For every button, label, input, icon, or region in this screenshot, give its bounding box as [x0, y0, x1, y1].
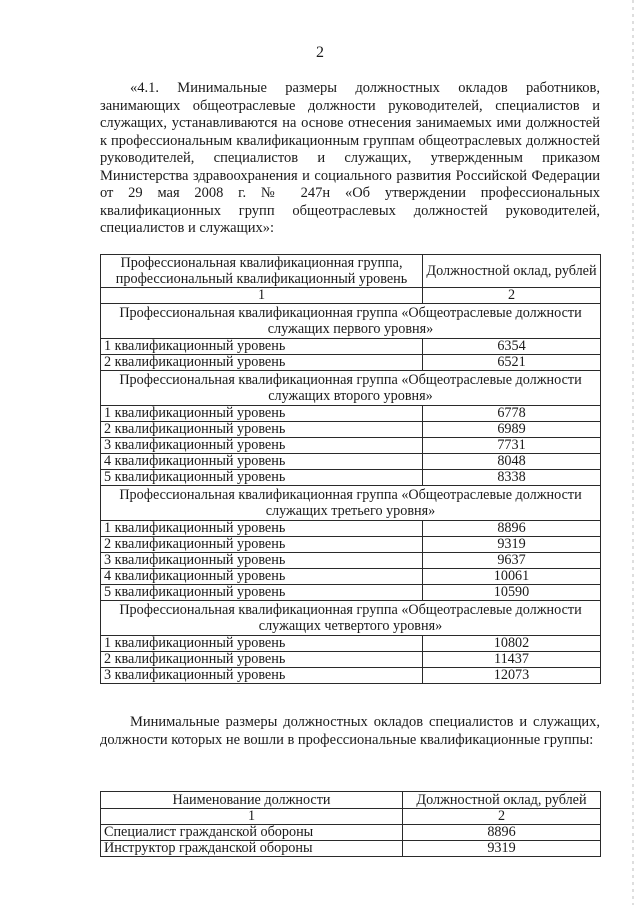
salary-value: 6354: [423, 339, 601, 355]
group-title-row: [101, 371, 601, 406]
table-row: [101, 569, 601, 585]
qualification-level: 3 квалификационный уровень: [101, 438, 423, 454]
qualification-level: 2 квалификационный уровень: [101, 537, 423, 553]
group-title: Профессиональная квалификационная группа «Общеотраслевые должности служащих четвертого уровня»: [101, 601, 601, 636]
salary-value: 10590: [423, 585, 601, 601]
table-row: [101, 454, 601, 470]
qualification-level: 2 квалификационный уровень: [101, 652, 423, 668]
table-row: [101, 553, 601, 569]
salary-value: 6778: [423, 406, 601, 422]
page-number: 2: [316, 44, 324, 61]
qualification-level: 2 квалификационный уровень: [101, 355, 423, 371]
qualification-level: 1 квалификационный уровень: [101, 521, 423, 537]
position-name: Инструктор гражданской обороны: [101, 841, 403, 857]
salary-value: 8896: [423, 521, 601, 537]
qualification-level: 5 квалификационный уровень: [101, 585, 423, 601]
qualification-level: 2 квалификационный уровень: [101, 422, 423, 438]
table-row: [101, 585, 601, 601]
table-row: [101, 339, 601, 355]
header-position: Наименование должности: [101, 792, 403, 809]
group-title-row: [101, 486, 601, 521]
second-paragraph: Минимальные размеры должностных окладов специалистов и служащих, должности которых не вошли в профессиональные квалификационные группы:: [100, 714, 600, 748]
qualification-level: 3 квалификационный уровень: [101, 553, 423, 569]
group-title: Профессиональная квалификационная группа «Общеотраслевые должности служащих третьего уровня»: [101, 486, 601, 521]
table-header-row: [101, 792, 601, 809]
column-number: 1: [101, 809, 403, 825]
salary-value: 9319: [423, 537, 601, 553]
intro-paragraph: «4.1. Минимальные размеры должностных окладов работников, занимающих общеотраслевые должности руководителей, специалистов и служащих, устанавливаются на основе отнесения занимаемых ими должностей к профессиональным квалификационным группам общеотраслевых должностей руководителей, специалистов и служащих, утвержденным приказом Министерства здравоохранения и социального развития Российской Федерации от 29 мая 2008 г. № 247н «Об утверждении профессиональных квалификационных групп общеотраслевых должностей руководителей, специалистов и служащих»:: [100, 80, 600, 236]
salary-table-other-positions: [100, 791, 601, 857]
table-header-row: [101, 255, 601, 288]
header-group-level: Профессиональная квалификационная группа, профессиональный квалификационный уровень: [101, 255, 423, 288]
salary-value: 8896: [403, 825, 601, 841]
qualification-level: 3 квалификационный уровень: [101, 668, 423, 684]
qualification-level: 5 квалификационный уровень: [101, 470, 423, 486]
position-name: Специалист гражданской обороны: [101, 825, 403, 841]
table-row: [101, 841, 601, 857]
salary-value: 11437: [423, 652, 601, 668]
qualification-level: 1 квалификационный уровень: [101, 636, 423, 652]
table-row: [101, 355, 601, 371]
scan-edge-artifact: [632, 0, 634, 905]
header-salary: Должностной оклад, рублей: [403, 792, 601, 809]
table-row: [101, 652, 601, 668]
salary-value: 8048: [423, 454, 601, 470]
table-row: [101, 422, 601, 438]
group-title-row: [101, 601, 601, 636]
header-salary: Должностной оклад, рублей: [423, 255, 601, 288]
salary-value: 10061: [423, 569, 601, 585]
column-number: 1: [101, 288, 423, 304]
salary-value: 12073: [423, 668, 601, 684]
group-title-row: [101, 304, 601, 339]
salary-value: 9637: [423, 553, 601, 569]
column-number: 2: [423, 288, 601, 304]
salary-value: 7731: [423, 438, 601, 454]
group-title: Профессиональная квалификационная группа «Общеотраслевые должности служащих второго уровня»: [101, 371, 601, 406]
table-row: [101, 406, 601, 422]
column-number-row: [101, 809, 601, 825]
salary-table-qualification-groups: [100, 254, 601, 684]
table-row: [101, 521, 601, 537]
table-row: [101, 668, 601, 684]
column-number: 2: [403, 809, 601, 825]
table-row: [101, 825, 601, 841]
salary-value: 9319: [403, 841, 601, 857]
table-row: [101, 438, 601, 454]
salary-value: 10802: [423, 636, 601, 652]
salary-value: 8338: [423, 470, 601, 486]
salary-value: 6521: [423, 355, 601, 371]
table-row: [101, 470, 601, 486]
salary-value: 6989: [423, 422, 601, 438]
table-row: [101, 537, 601, 553]
group-title: Профессиональная квалификационная группа «Общеотраслевые должности служащих первого уровня»: [101, 304, 601, 339]
column-number-row: [101, 288, 601, 304]
qualification-level: 4 квалификационный уровень: [101, 454, 423, 470]
table-row: [101, 636, 601, 652]
qualification-level: 1 квалификационный уровень: [101, 339, 423, 355]
qualification-level: 1 квалификационный уровень: [101, 406, 423, 422]
qualification-level: 4 квалификационный уровень: [101, 569, 423, 585]
